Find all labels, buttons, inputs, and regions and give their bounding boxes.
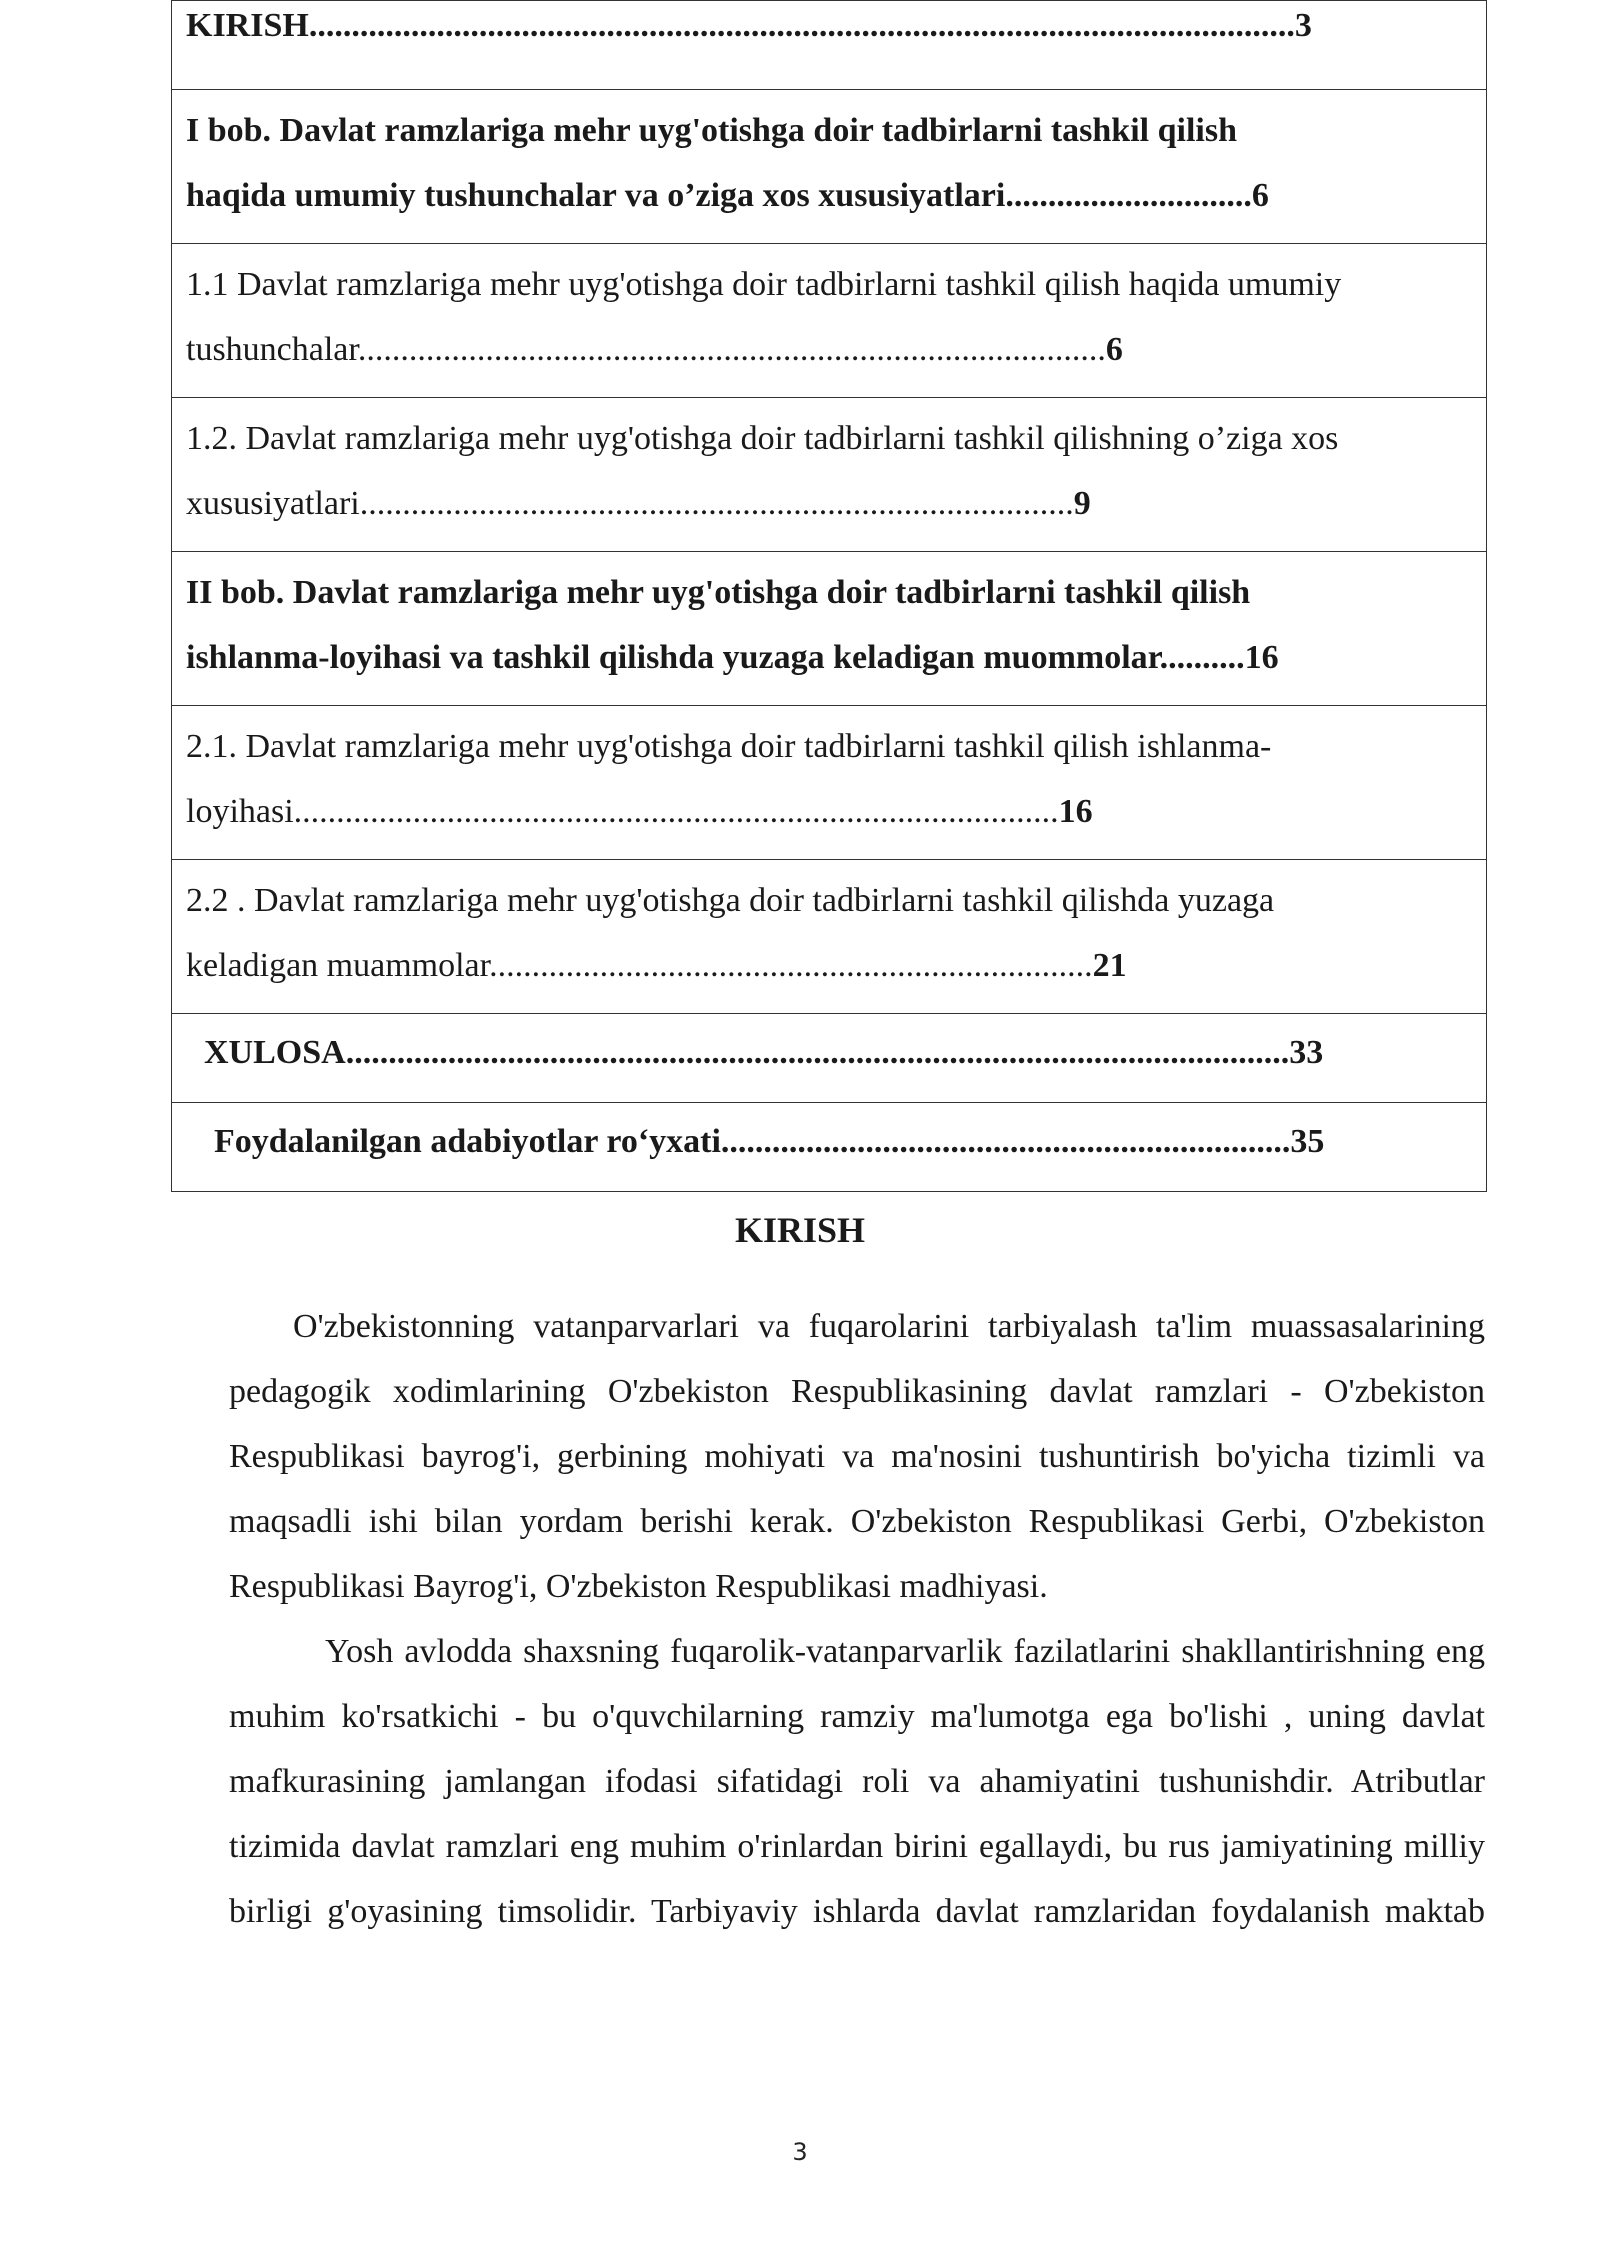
toc-entry-line: 1.1 Davlat ramzlariga mehr uyg'otishga doir tadbirlarni tashkil qilish haqida umumiy [186,266,1342,303]
toc-page-number: 35 [1290,1123,1325,1160]
toc-row-kirish[interactable] [172,0,1486,89]
body-paragraph: O'zbekistonning vatanparvarlari va fuqarolarini tarbiyalash ta'lim muassasalarining pedagogik xodimlarining O'zbekiston Respublikasining davlat ramzlari - O'zbekiston Respublikasi bayrog'i, gerbining mohiyati va ma'nosini tushuntirish bo'yicha tizimli va maqsadli ishi bilan yordam berishi kerak. O'zbekiston Respublikasi Gerbi, O'zbekiston Respublikasi Bayrog'i, O'zbekiston Respublikasi madhiyasi. [229,1308,1485,1605]
toc-row-bibliography[interactable] [172,1102,1486,1191]
table-of-contents [171,0,1487,1192]
toc-entry-line: 2.2 . Davlat ramzlariga mehr uyg'otishga doir tadbirlarni tashkil qilishda yuzaga [186,882,1275,919]
toc-row-chapter-1[interactable] [172,89,1486,243]
body-paragraph: Yosh avlodda shaxsning fuqarolik-vatanparvarlik fazilatlarini shakllantirishning eng muhim ko'rsatkichi - bu o'quvchilarning ramziy ma'lumotga ega bo'lishi , uning davlat mafkurasining jamlangan ifodasi sifatidagi roli va ahamiyatini tushunishdir. Atributlar tizimida davlat ramzlari eng muhim o'rinlardan birini egallaydi, bu rus jamiyatining milliy birligi g'oyasining timsolidir. Tarbiyaviy ishlarda davlat ramzlaridan foydalanish maktab [229,1633,1485,1930]
toc-row-section-1-1[interactable] [172,243,1486,397]
toc-page-number: 3 [1294,7,1312,44]
toc-page-number: 21 [1092,947,1127,984]
toc-entry-line: ishlanma-loyihasi va tashkil qilishda yuzaga keladigan muommolar.......... [186,639,1245,676]
toc-entry-line: tushunchalar........................................................................................ [186,331,1106,368]
toc-entry-line: keladigan muammolar....................................................................... [186,947,1093,984]
toc-row-chapter-2[interactable] [172,551,1486,705]
toc-row-section-1-2[interactable] [172,397,1486,551]
toc-page-number: 9 [1073,485,1091,522]
toc-entry-line: I bob. Davlat ramzlariga mehr uyg'otishga doir tadbirlarni tashkil qilish [186,112,1237,149]
toc-entry-text: KIRISH.................................................................................................................... [186,7,1295,44]
section-body [229,1294,1485,1944]
toc-row-xulosa[interactable] [172,1013,1486,1102]
toc-entry-line: 2.1. Davlat ramzlariga mehr uyg'otishga doir tadbirlarni tashkil qilish ishlanma- [186,728,1272,765]
toc-entry-line: loyihasi.......................................................................................... [186,793,1059,830]
toc-entry-text: Foydalanilgan adabiyotlar ro‘yxati................................................................... [214,1123,1291,1160]
toc-entry-line: haqida umumiy tushunchalar va o’ziga xos xususiyatlari............................. [186,177,1252,214]
section-heading: KIRISH [734,1210,866,1250]
toc-entry-text: XULOSA............................................................................................................... [204,1034,1290,1071]
toc-row-section-2-2[interactable] [172,859,1486,1013]
toc-entry-line: xususiyatlari.................................................................................... [186,485,1074,522]
toc-page-number: 16 [1244,639,1279,676]
toc-page-number: 16 [1058,793,1093,830]
toc-entry-line: II bob. Davlat ramzlariga mehr uyg'otishga doir tadbirlarni tashkil qilish [186,574,1251,611]
page-number: 3 [792,2138,808,2166]
toc-entry-line: 1.2. Davlat ramzlariga mehr uyg'otishga doir tadbirlarni tashkil qilishning o’ziga xos [186,420,1339,457]
toc-row-section-2-1[interactable] [172,705,1486,859]
toc-page-number: 6 [1251,177,1269,214]
toc-page-number: 6 [1105,331,1123,368]
toc-page-number: 33 [1289,1034,1324,1071]
